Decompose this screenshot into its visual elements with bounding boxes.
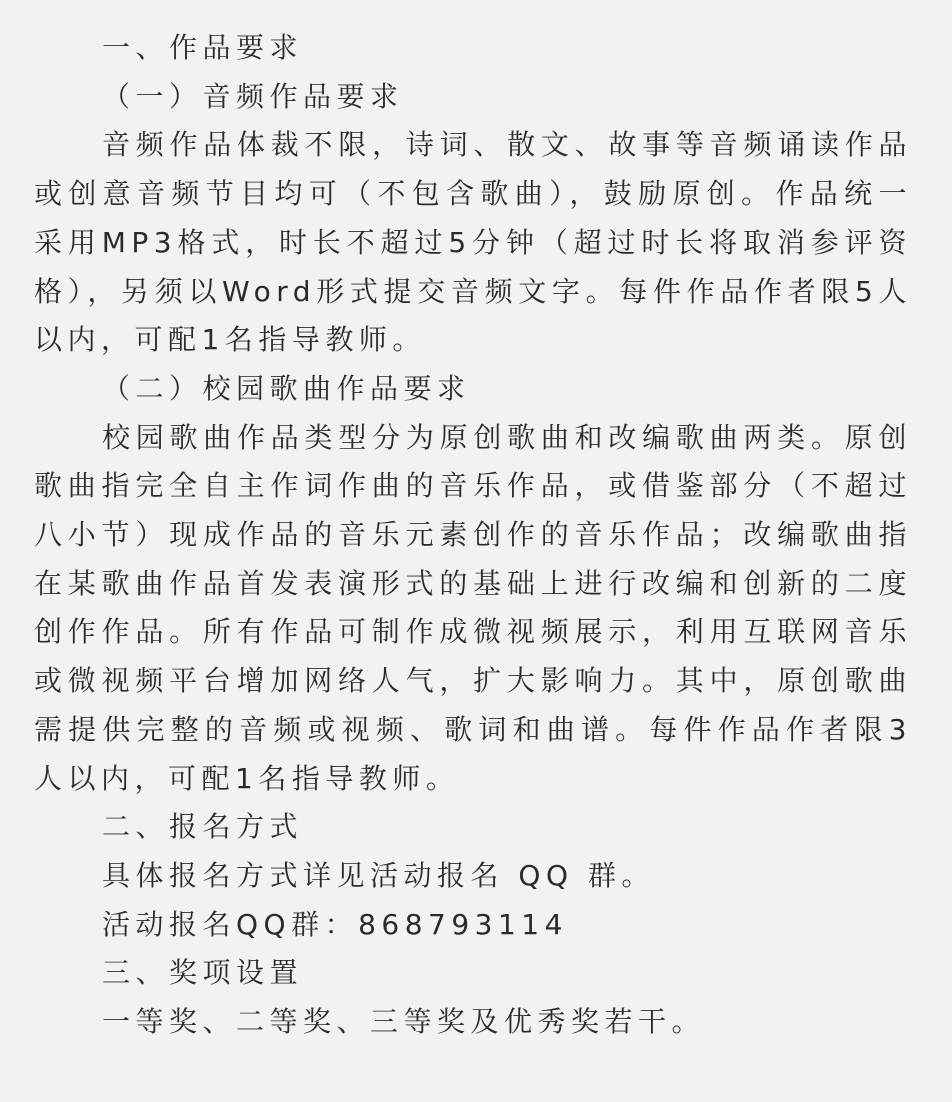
section-heading-requirements: 一、作品要求	[102, 31, 304, 64]
paragraph-registration-qq: 活动报名QQ群：868793114	[102, 907, 568, 941]
section-heading-awards: 三、奖项设置	[102, 956, 304, 990]
subsection-heading-audio: （一）音频作品要求	[102, 79, 404, 113]
paragraph-registration-method: 具体报名方式详见活动报名 QQ 群。	[102, 858, 655, 892]
section-heading-registration: 二、报名方式	[102, 810, 304, 844]
subsection-heading-campus-song: （二）校园歌曲作品要求	[102, 371, 471, 405]
paragraph-awards: 一等奖、二等奖、三等奖及优秀奖若干。	[102, 1005, 706, 1039]
paragraph-audio-requirements: 音频作品体裁不限，诗词、散文、故事等音频诵读作品或创意音频节目均可（不包含歌曲），鼓励原创。作品统一采用MP3格式，时长不超过5分钟（超过时长将取消参评资格），另须以Word形式提交音频文字。每件作品作者限5人以内，可配1名指导教师。	[34, 128, 912, 357]
paragraph-campus-song-requirements: 校园歌曲作品类型分为原创歌曲和改编歌曲两类。原创歌曲指完全自主作词作曲的音乐作品，或借鉴部分（不超过八小节）现成作品的音乐元素创作的音乐作品；改编歌曲指在某歌曲作品首发表演形式的基础上进行改编和创新的二度创作作品。所有作品可制作成微视频展示，利用互联网音乐或微视频平台增加网络人气，扩大影响力。其中，原创歌曲需提供完整的音频或视频、歌词和曲谱。每件作品作者限3人以内，可配1名指导教师。	[34, 420, 912, 795]
